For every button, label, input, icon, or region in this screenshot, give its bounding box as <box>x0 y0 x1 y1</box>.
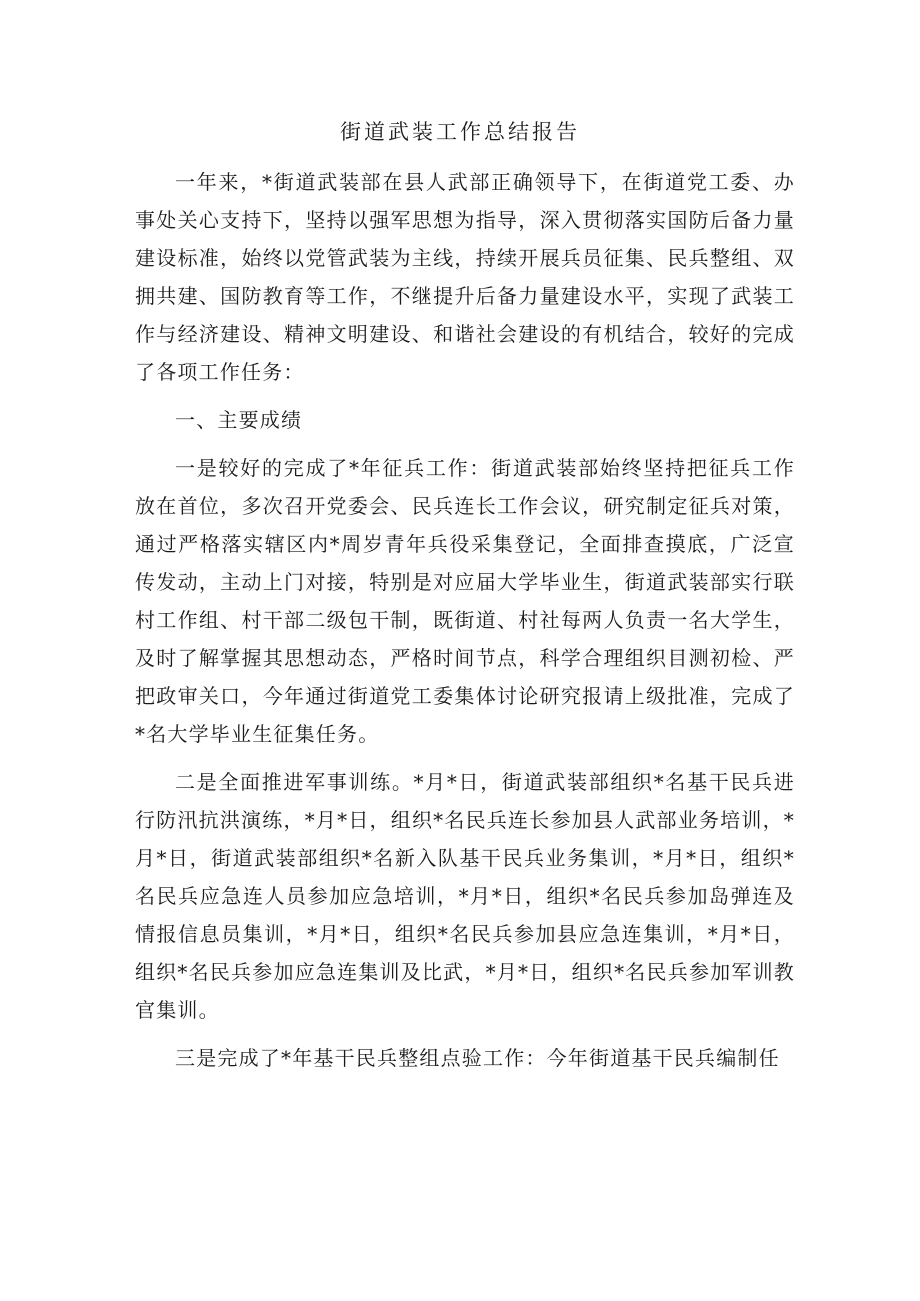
intro-paragraph: 一年来，*街道武装部在县人武部正确领导下，在街道党工委、办事处关心支持下，坚持以强军思想为指导，深入贯彻落实国防后备力量建设标准，始终以党管武装为主线，持续开展兵员征集、民兵整组、双拥共建、国防教育等工作，不继提升后备力量建设水平，实现了武装工作与经济建设、精神文明建设、和谐社会建设的有机结合，较好的完成了各项工作任务： <box>135 170 795 384</box>
paragraph-militia-inspection: 三是完成了*年基干民兵整组点验工作：今年街道基干民兵编制任 <box>175 1046 780 1070</box>
document-body <box>135 163 795 1087</box>
paragraph-recruitment: 一是较好的完成了*年征兵工作：街道武装部始终坚持把征兵工作放在首位，多次召开党委会、民兵连长工作会议，研究制定征兵对策，通过严格落实辖区内*周岁青年兵役采集登记，全面排查摸底，广泛宣传发动，主动上门对接，特别是对应届大学毕业生，街道武装部实行联村工作组、村干部二级包干制，既街道、村社每两人负责一名大学生，及时了解掌握其思想动态，严格时间节点，科学合理组织目测初检、严把政审关口，今年通过街道党工委集体讨论研究报请上级批准，完成了*名大学毕业生征集任务。 <box>135 456 795 746</box>
section-heading: 一、主要成绩 <box>175 408 303 432</box>
document-title: 街道武装工作总结报告 <box>340 120 580 144</box>
paragraph-training: 二是全面推进军事训练。*月*日，街道武装部组织*名基干民兵进行防汛抗洪演练，*月*日，组织*名民兵连长参加县人武部业务培训，*月*日，街道武装部组织*名新入队基干民兵业务集训，*月*日，组织*名民兵应急连人员参加应急培训，*月*日，组织*名民兵参加岛弹连及情报信息员集训，*月*日，组织*名民兵参加县应急连集训，*月*日，组织*名民兵参加应急连集训及比武，*月*日，组织*名民兵参加军训教官集训。 <box>135 770 795 1022</box>
